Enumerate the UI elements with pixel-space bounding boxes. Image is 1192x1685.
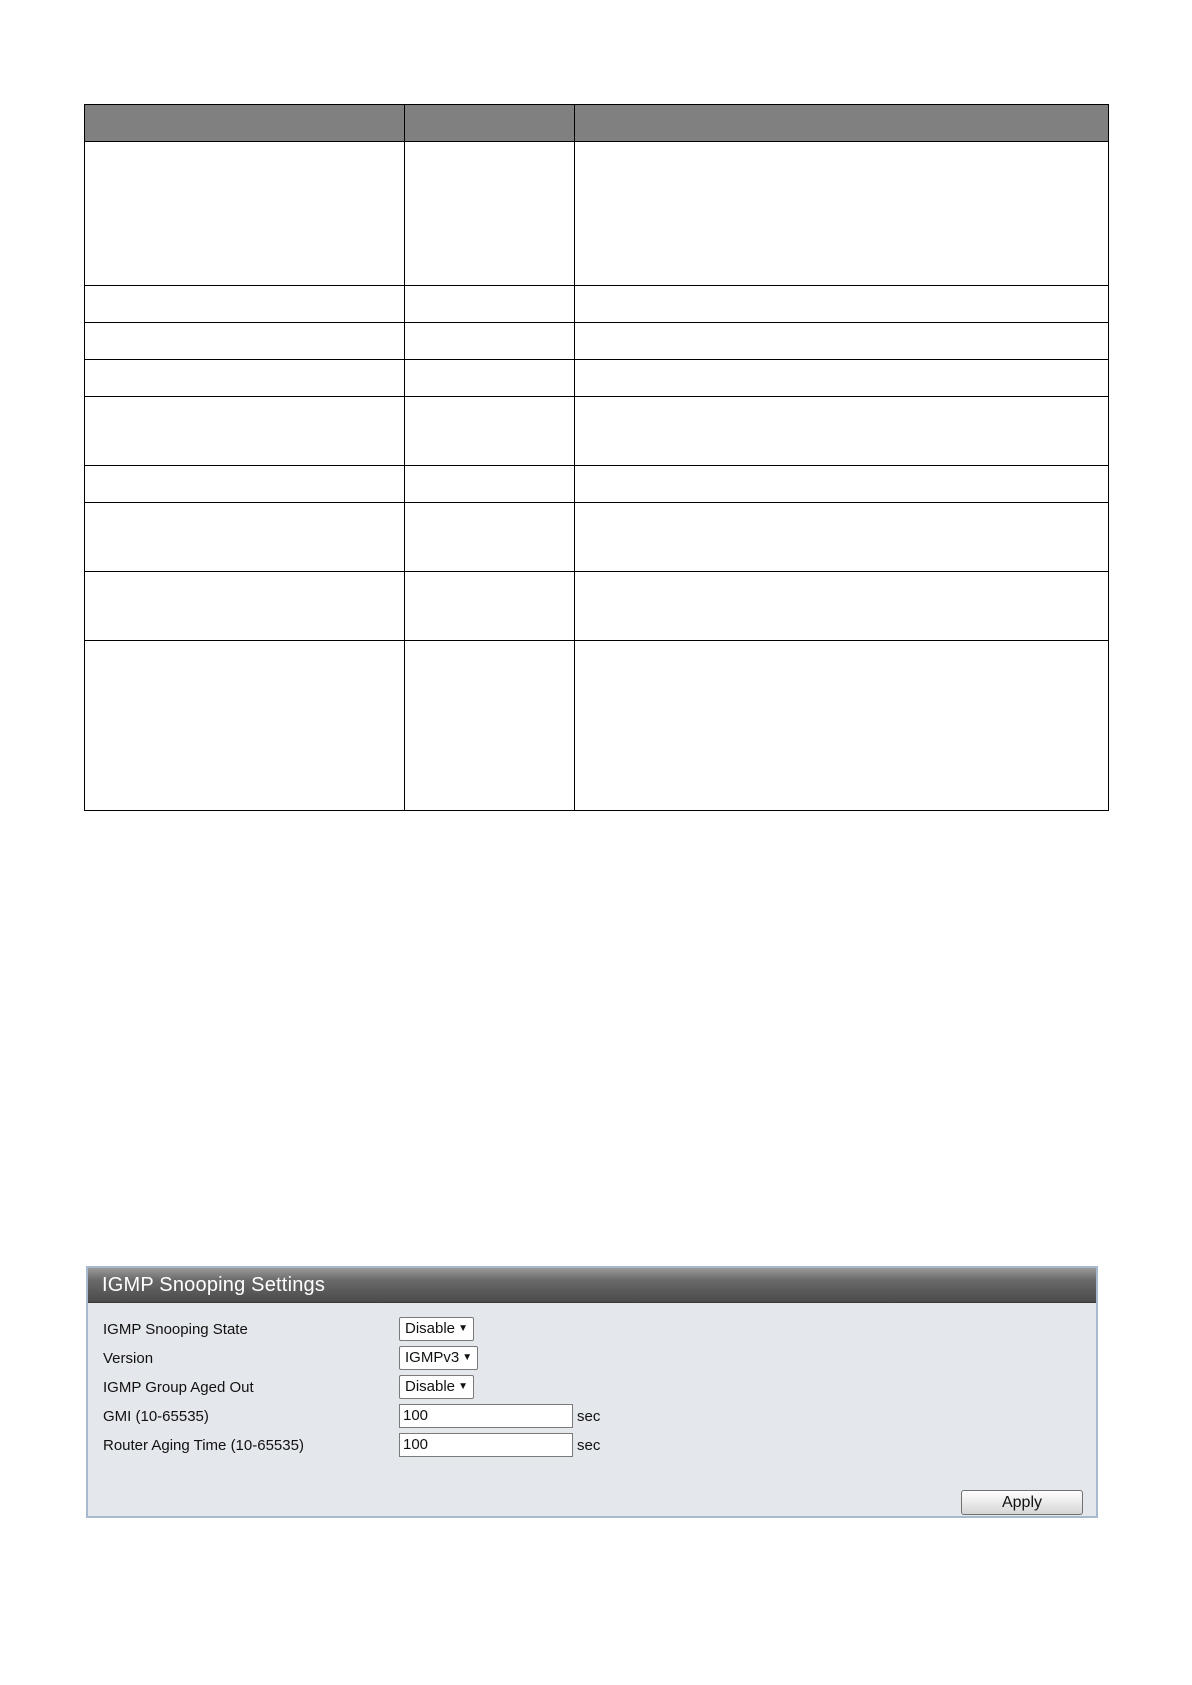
table-cell [85, 503, 405, 572]
table-cell [405, 572, 575, 641]
gmi-row [103, 1404, 1083, 1430]
table-cell [575, 466, 1109, 503]
table-row [85, 397, 1109, 466]
table-cell [575, 323, 1109, 360]
table-cell [85, 323, 405, 360]
table-row [85, 286, 1109, 323]
table-cell [575, 641, 1109, 811]
dropdown-arrow-icon: ▼ [462, 1352, 473, 1363]
table-cell [405, 503, 575, 572]
table-row [85, 323, 1109, 360]
router-aging-time-row [103, 1433, 1083, 1459]
table-row [85, 142, 1109, 286]
snooping-state-value: Disable [405, 1320, 456, 1337]
table-cell [405, 641, 575, 811]
table-row [85, 360, 1109, 397]
apply-button[interactable]: Apply [961, 1490, 1083, 1515]
dropdown-arrow-icon: ▼ [458, 1381, 469, 1392]
table-cell [405, 286, 575, 323]
version-row [103, 1346, 1083, 1372]
table-cell [575, 397, 1109, 466]
table-cell [405, 397, 575, 466]
table-row [85, 641, 1109, 811]
panel-body [88, 1303, 1096, 1517]
group-aged-out-label: IGMP Group Aged Out [103, 1379, 254, 1396]
snooping-state-label: IGMP Snooping State [103, 1321, 248, 1338]
igmp-snooping-settings-panel [86, 1266, 1098, 1518]
table-header-row [85, 105, 1109, 142]
router-aging-time-unit: sec [577, 1437, 601, 1454]
table-cell [85, 466, 405, 503]
snooping-state-select[interactable] [399, 1317, 474, 1341]
parameter-table [84, 104, 1109, 811]
table-cell [575, 360, 1109, 397]
gmi-label: GMI (10-65535) [103, 1408, 209, 1425]
version-value: IGMPv3 [405, 1349, 460, 1366]
router-aging-time-input[interactable]: 100 [399, 1433, 573, 1457]
table-cell [405, 360, 575, 397]
table-cell [85, 360, 405, 397]
table-cell [405, 142, 575, 286]
group-aged-out-value: Disable [405, 1378, 456, 1395]
gmi-unit: sec [577, 1408, 601, 1425]
table-cell [85, 142, 405, 286]
table-cell [85, 572, 405, 641]
version-label: Version [103, 1350, 154, 1367]
table-row [85, 572, 1109, 641]
table-cell [405, 323, 575, 360]
table-header-cell [575, 105, 1109, 142]
group-aged-out-row [103, 1375, 1083, 1401]
table-cell [575, 503, 1109, 572]
table-cell [85, 641, 405, 811]
table-row [85, 466, 1109, 503]
group-aged-out-select[interactable] [399, 1375, 474, 1399]
table-cell [85, 397, 405, 466]
snooping-state-row [103, 1317, 1083, 1343]
table-header-cell [405, 105, 575, 142]
table-header-cell [85, 105, 405, 142]
panel-title: IGMP Snooping Settings [88, 1268, 1096, 1303]
gmi-input[interactable]: 100 [399, 1404, 573, 1428]
table-cell [85, 286, 405, 323]
table-cell [575, 286, 1109, 323]
table-cell [575, 142, 1109, 286]
version-select[interactable] [399, 1346, 478, 1370]
router-aging-time-label: Router Aging Time (10-65535) [103, 1437, 304, 1454]
table-row [85, 503, 1109, 572]
table-cell [575, 572, 1109, 641]
table-cell [405, 466, 575, 503]
dropdown-arrow-icon: ▼ [458, 1323, 469, 1334]
